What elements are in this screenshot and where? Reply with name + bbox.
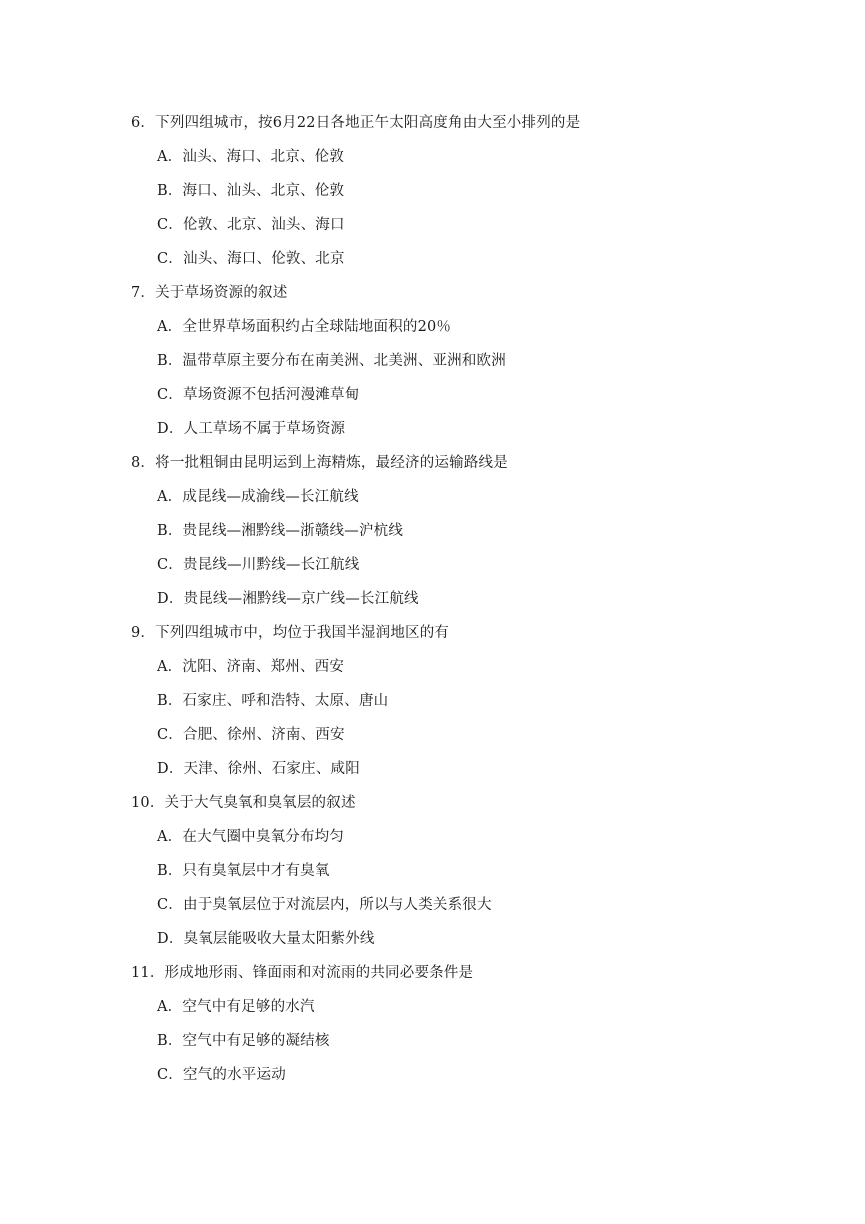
question-11 (131, 958, 771, 1094)
option-c: C．空气的水平运动 (157, 1067, 286, 1083)
option-c: C．由于臭氧层位于对流层内，所以与人类关系很大 (157, 897, 492, 913)
option-b: B．温带草原主要分布在南美洲、北美洲、亚洲和欧洲 (157, 353, 506, 369)
question-stem: 9．下列四组城市中，均位于我国半湿润地区的有 (131, 625, 450, 641)
option-a: A．全世界草场面积约占全球陆地面积的20％ (157, 319, 452, 335)
question-9 (131, 618, 771, 788)
option-d: D．贵昆线—湘黔线—京广线—长江航线 (157, 591, 419, 607)
question-stem: 8．将一批粗铜由昆明运到上海精炼，最经济的运输路线是 (131, 455, 508, 471)
option-b: B．只有臭氧层中才有臭氧 (157, 863, 330, 879)
option-d: C．汕头、海口、伦敦、北京 (157, 251, 345, 267)
question-stem: 7．关于草场资源的叙述 (131, 285, 288, 301)
option-b: B．海口、汕头、北京、伦敦 (157, 183, 345, 199)
question-8 (131, 448, 771, 618)
question-7 (131, 278, 771, 448)
option-b: B．石家庄、呼和浩特、太原、唐山 (157, 693, 389, 709)
question-list (131, 108, 771, 1094)
option-b: B．贵昆线—湘黔线—浙赣线—沪杭线 (157, 523, 404, 539)
question-6 (131, 108, 771, 278)
option-c: C．贵昆线—川黔线—长江航线 (157, 557, 360, 573)
question-stem: 11．形成地形雨、锋面雨和对流雨的共同必要条件是 (131, 965, 474, 981)
option-d: D．天津、徐州、石家庄、咸阳 (157, 761, 360, 777)
option-d: D．人工草场不属于草场资源 (157, 421, 346, 437)
question-10 (131, 788, 771, 958)
option-c: C．草场资源不包括河漫滩草甸 (157, 387, 360, 403)
option-a: A．在大气圈中臭氧分布均匀 (157, 829, 345, 845)
option-a: A．成昆线—成渝线—长江航线 (157, 489, 359, 505)
option-a: A．空气中有足够的水汽 (157, 999, 315, 1015)
question-stem: 6．下列四组城市，按6月22日各地正午太阳高度角由大至小排列的是 (131, 115, 581, 131)
option-a: A．沈阳、济南、郑州、西安 (157, 659, 345, 675)
question-stem: 10．关于大气臭氧和臭氧层的叙述 (131, 795, 356, 811)
option-d: D．臭氧层能吸收大量太阳紫外线 (157, 931, 375, 947)
option-b: B．空气中有足够的凝结核 (157, 1033, 330, 1049)
option-a: A．汕头、海口、北京、伦敦 (157, 149, 345, 165)
option-c: C．伦敦、北京、汕头、海口 (157, 217, 345, 233)
option-c: C．合肥、徐州、济南、西安 (157, 727, 345, 743)
